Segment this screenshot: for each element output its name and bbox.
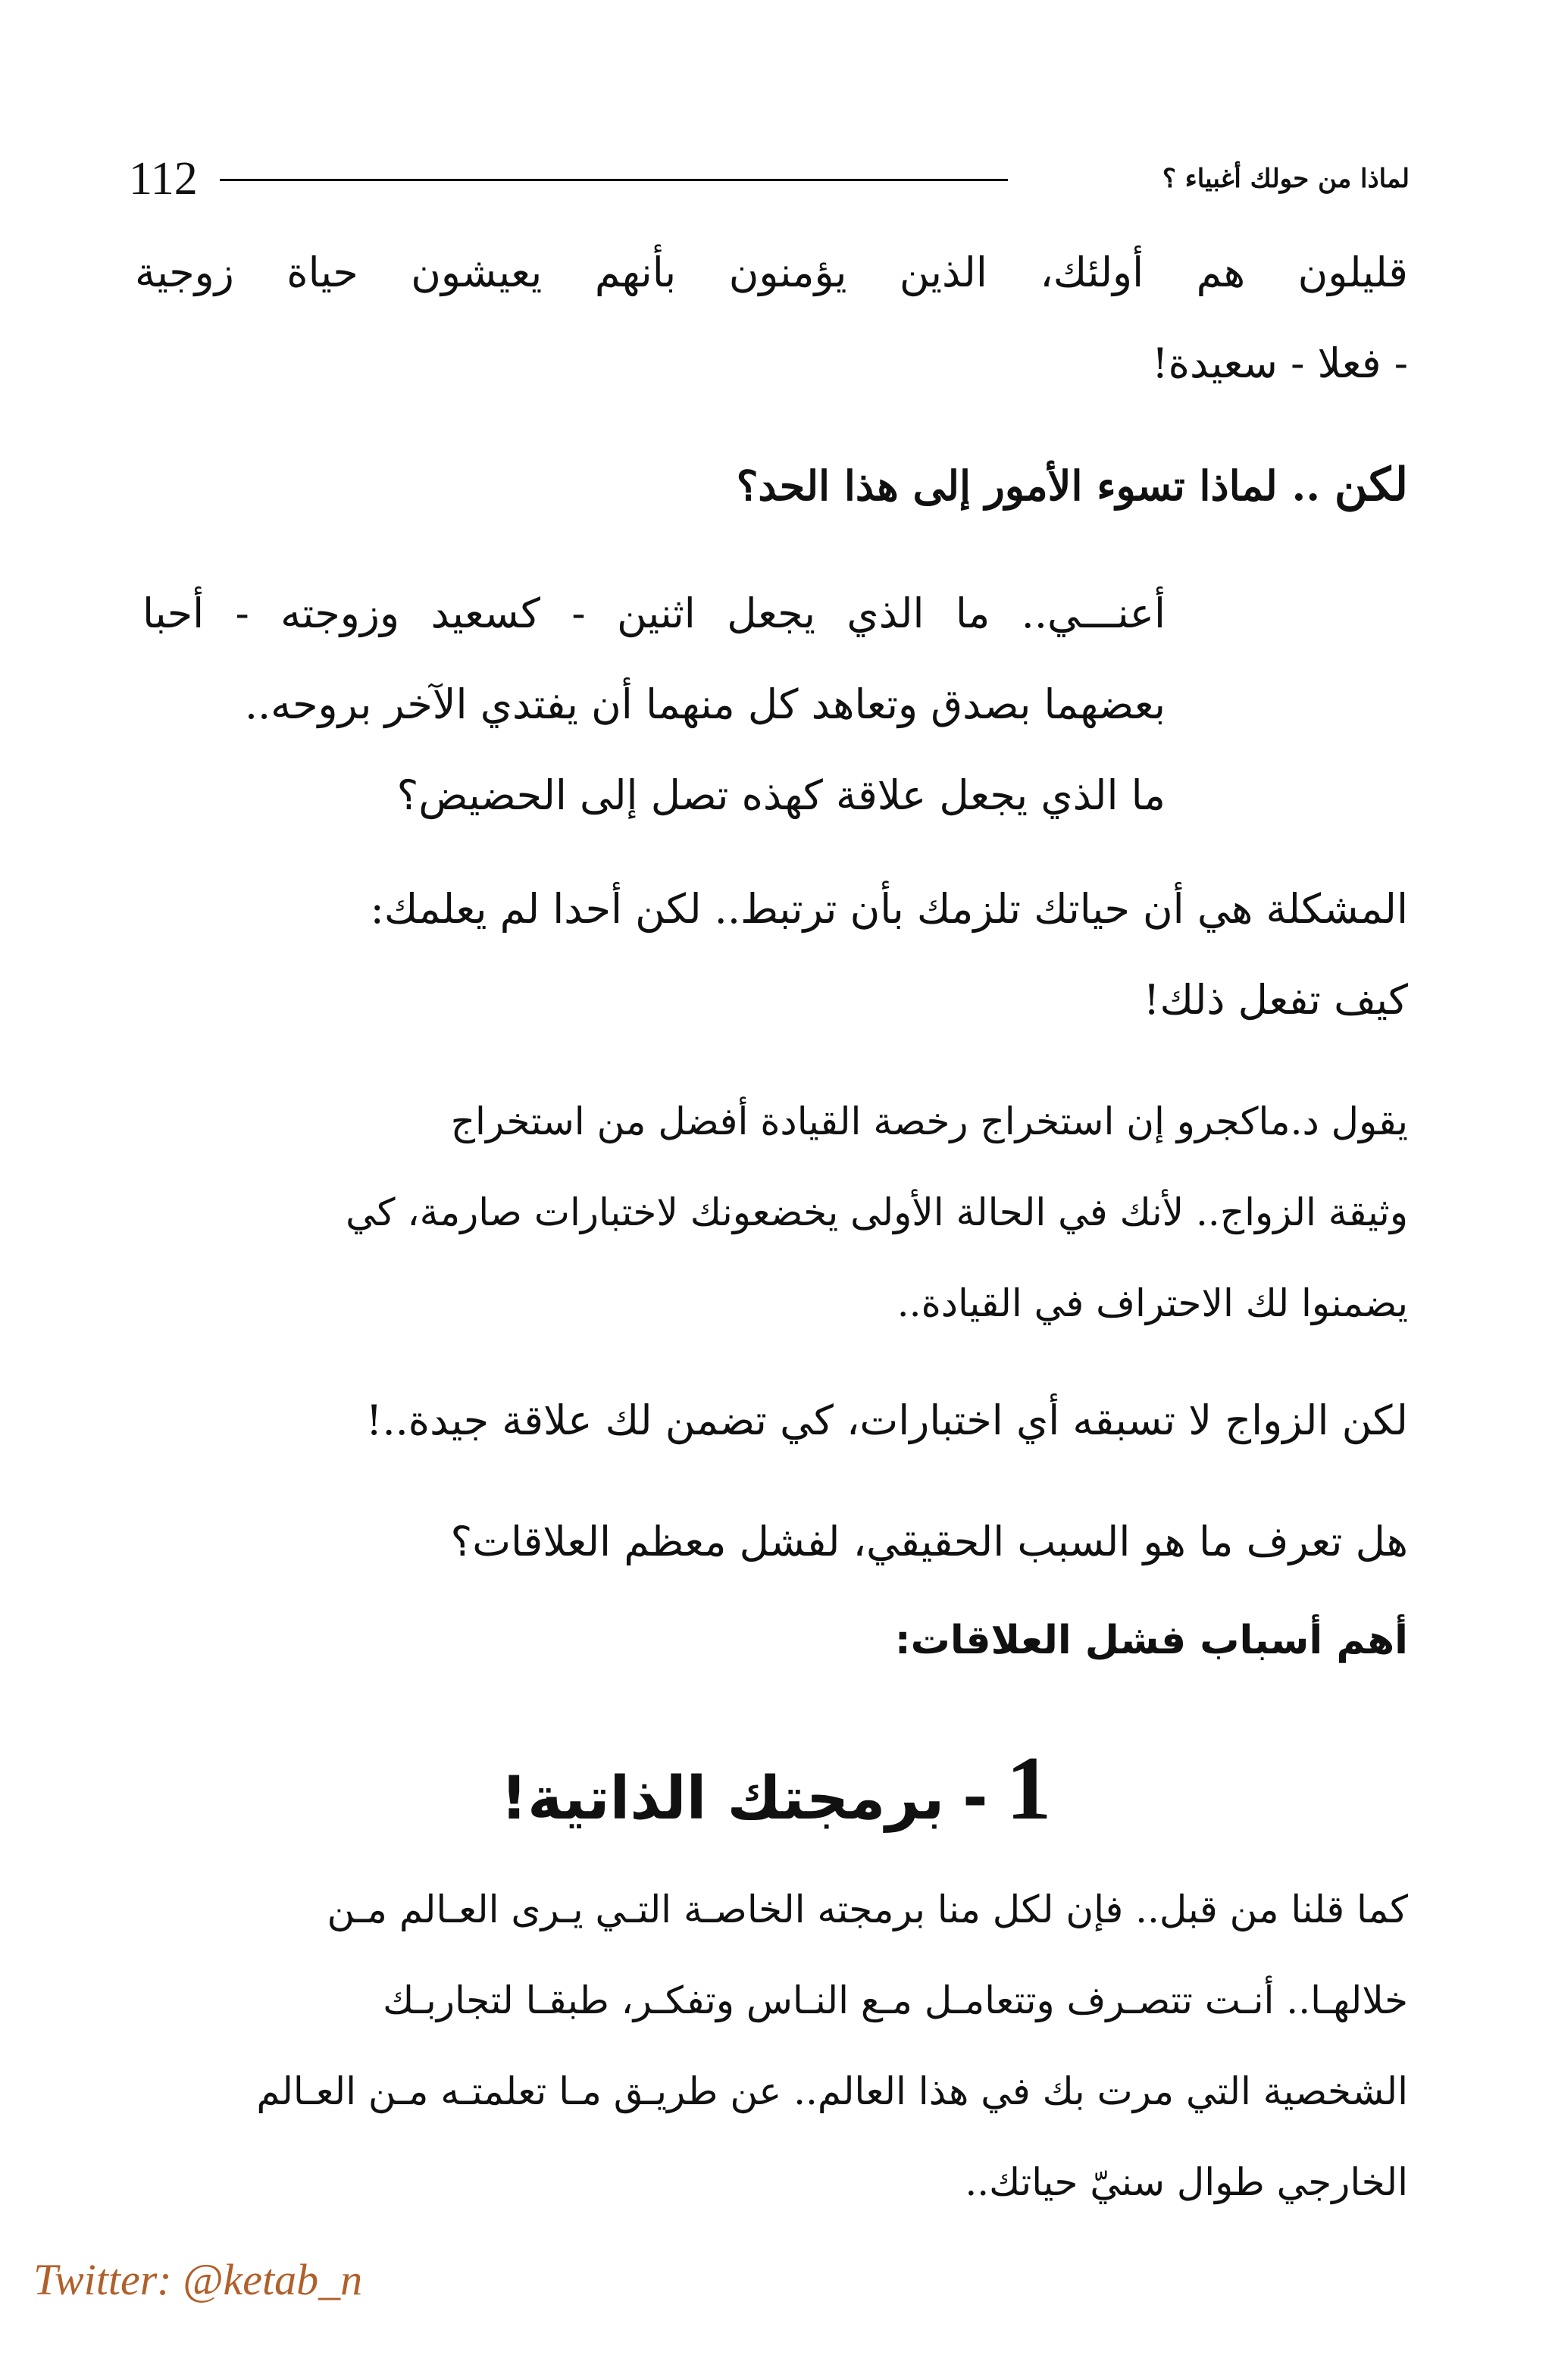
paragraph-3 [142, 568, 1166, 841]
text-line: بعضهما بصدق وتعاهد كل منهما أن يفتدي الآخر بروحه.. [244, 680, 1166, 728]
section-title: برمجتك الذاتية! [500, 1765, 945, 1833]
text-line: المشكلة هي أن حياتك تلزمك بأن ترتبط.. لكن أحدا لم يعلمك: [370, 885, 1408, 933]
question-text: .. لماذا تسوء الأمور إلى هذا الحد؟ [736, 461, 1335, 510]
text-line: ما الذي يجعل علاقة كهذه تصل إلى الحضيض؟ [396, 771, 1166, 819]
paragraph-2 [135, 439, 1408, 532]
text-line: قليلون هم أولئك، الذين يؤمنون بأنهم يعيشون حياة زوجية [135, 249, 1408, 296]
text-line: هل تعرف ما هو السبب الحقيقي، لفشل معظم العلاقات؟ [450, 1518, 1408, 1565]
bold-lead-word: لكن [1334, 458, 1408, 511]
header-rule [220, 179, 1008, 181]
text-line: الشخصية التي مرت بك في هذا العالم.. عن طريـق مـا تعلمتـه مـن العـالم [256, 2069, 1408, 2113]
running-header [129, 149, 1410, 209]
paragraph-8 [135, 1864, 1408, 2228]
section-number: 1 [1006, 1737, 1052, 1838]
text-line: يضمنوا لك الاحتراف في القيادة.. [896, 1281, 1408, 1325]
paragraph-7 [135, 1496, 1408, 1587]
text-line: يقول د.ماكجرو إن استخراج رخصة القيادة أفضل من استخراج [450, 1099, 1408, 1143]
page-number: 112 [129, 153, 198, 205]
text-line: كما قلنا من قبل.. فإن لكل منا برمجته الخاصـة التـي يـرى العـالم مـن [327, 1887, 1408, 1931]
paragraph-4 [135, 864, 1408, 1046]
section-dash: - [962, 1762, 988, 1833]
text-line: - فعلا - سعيدة! [1151, 339, 1408, 387]
running-title: لماذا من حولك أغبياء ؟ [1162, 164, 1410, 194]
section-heading [0, 1731, 1552, 1845]
text-line: لكن الزواج لا تسبقه أي اختبارات، كي تضمن لك علاقة جيدة..! [365, 1396, 1408, 1444]
paragraph-1 [135, 227, 1408, 409]
paragraph-5 [135, 1076, 1408, 1349]
paragraph-6 [135, 1375, 1408, 1466]
text-line: خلالهـا.. أنـت تتصـرف وتتعامـل مـع النـاس وتفكـر، طبقـا لتجاربـك [383, 1978, 1408, 2022]
text-line: كيف تفعل ذلك! [1143, 976, 1408, 1024]
causes-subheading: أهم أسباب فشل العلاقات: [894, 1618, 1408, 1663]
twitter-watermark: Twitter: @ketab_n [33, 2255, 363, 2304]
text-line [135, 439, 1408, 532]
text-line: الخارجي طوال سنيّ حياتك.. [965, 2160, 1408, 2204]
text-line: وثيقة الزواج.. لأنك في الحالة الأولى يخضعونك لاختبارات صارمة، كي [346, 1190, 1408, 1234]
text-line: أعنـــي.. ما الذي يجعل اثنين - كسعيد وزوجته - أحبا [142, 590, 1166, 637]
